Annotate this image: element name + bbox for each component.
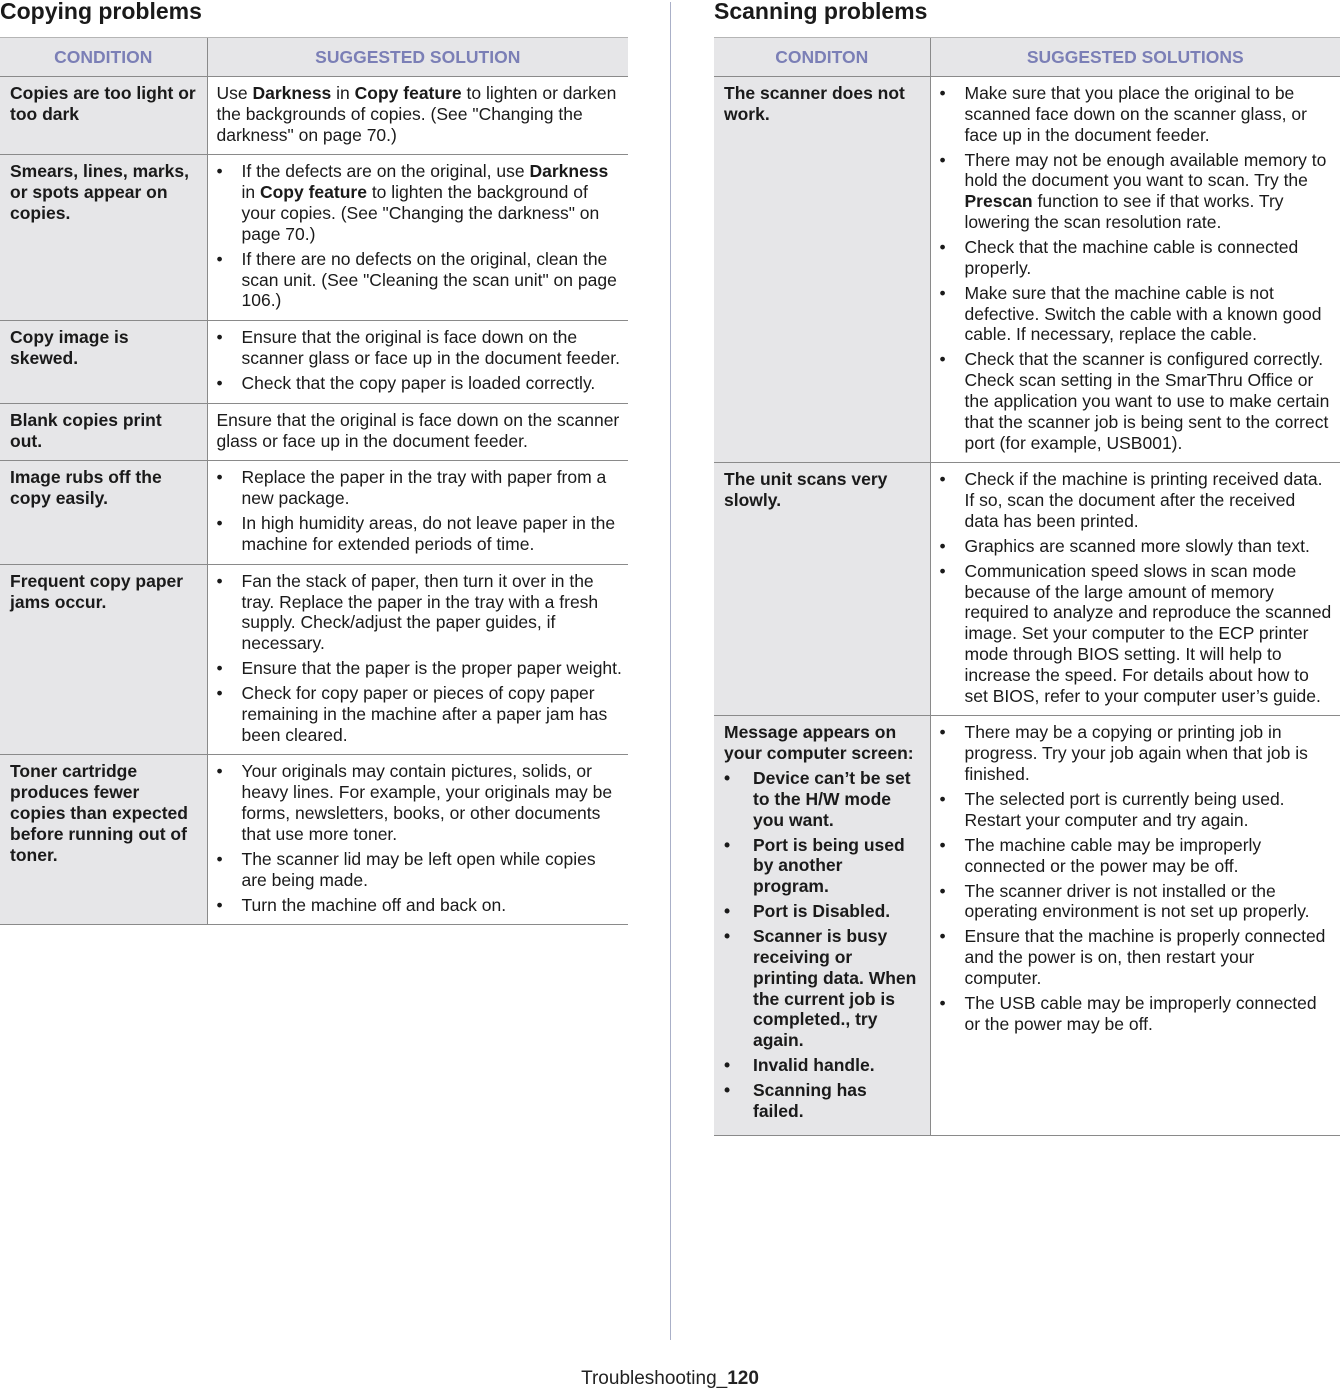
solution-cell xyxy=(207,155,628,321)
condition-cell xyxy=(0,155,207,321)
table-row xyxy=(0,155,628,321)
condition-cell xyxy=(0,564,207,755)
condition-cell xyxy=(0,321,207,404)
error-message-item: • Invalid handle. xyxy=(724,1055,922,1076)
table-row xyxy=(0,77,628,155)
table-row xyxy=(0,403,628,461)
solution-cell xyxy=(207,403,628,461)
solution-cell xyxy=(207,755,628,925)
condition-cell xyxy=(0,461,207,564)
solution-list xyxy=(940,722,1335,1034)
error-message-item: • Port is being used by another program. xyxy=(724,835,922,897)
solution-list xyxy=(217,761,623,915)
solution-item: • Check that the copy paper is loaded correctly. xyxy=(217,373,623,394)
scanning-problems-table xyxy=(714,37,1340,1136)
solution-item: • Ensure that the paper is the proper paper weight. xyxy=(217,658,623,679)
solution-item: • Your originals may contain pictures, solids, or heavy lines. For example, your originals may be forms, newsletters, books, or other documents that use more toner. xyxy=(217,761,623,844)
solution-cell xyxy=(930,463,1340,716)
solution-list xyxy=(217,571,623,746)
error-message-item: • Scanner is busy receiving or printing data. When the current job is completed., try again. xyxy=(724,926,922,1051)
solution-item: • Check if the machine is printing received data. If so, scan the document after the received data has been printed. xyxy=(940,469,1335,531)
condition-text: Smears, lines, marks, or spots appear on copies. xyxy=(10,161,189,223)
table-header-row xyxy=(0,38,628,77)
condition-cell xyxy=(0,403,207,461)
solution-cell xyxy=(930,77,1340,463)
solution-column-header: SUGGESTED SOLUTIONS xyxy=(930,38,1340,77)
condition-text: Toner cartridge produces fewer copies than expected before running out of toner. xyxy=(10,761,188,865)
condition-text: Message appears on your computer screen: xyxy=(724,722,914,764)
table-row xyxy=(714,463,1340,716)
solution-item: • There may be a copying or printing job in progress. Try your job again when that job is finished. xyxy=(940,722,1335,784)
solution-list xyxy=(940,469,1335,706)
table-row xyxy=(714,716,1340,1135)
condition-text: Copies are too light or too dark xyxy=(10,83,196,124)
scanning-problems-section xyxy=(714,0,1340,1136)
condition-column-header: CONDITION xyxy=(0,38,207,77)
solution-cell xyxy=(207,77,628,155)
copying-section-title: Copying problems xyxy=(0,0,202,24)
condition-text: Image rubs off the copy easily. xyxy=(10,467,162,509)
page-footer xyxy=(0,1368,1340,1390)
condition-cell xyxy=(714,77,930,463)
solution-cell xyxy=(207,564,628,755)
condition-text: Frequent copy paper jams occur. xyxy=(10,570,184,612)
solution-item: • The machine cable may be improperly connected or the power may be off. xyxy=(940,835,1335,877)
solution-item: • There may not be enough available memory to hold the document you want to scan. Try the Prescan function to see if that works. Try lowering the scan resolution rate. xyxy=(940,150,1335,233)
copying-table-body xyxy=(0,77,628,925)
solution-item: • Replace the paper in the tray with paper from a new package. xyxy=(217,467,623,509)
condition-text: The unit scans very slowly. xyxy=(724,469,888,511)
condition-cell xyxy=(0,755,207,925)
table-row xyxy=(0,321,628,404)
solution-text: Ensure that the original is face down on the scanner glass or face up in the document feeder. xyxy=(216,409,620,451)
condition-text: Copy image is skewed. xyxy=(10,327,129,368)
error-message-item: • Device can’t be set to the H/W mode you want. xyxy=(724,768,922,830)
table-row xyxy=(0,755,628,925)
solution-column-header: SUGGESTED SOLUTION xyxy=(207,38,628,77)
page-number: 120 xyxy=(727,1368,759,1389)
solution-item: • The USB cable may be improperly connected or the power may be off. xyxy=(940,993,1335,1035)
solution-item: • The scanner lid may be left open while copies are being made. xyxy=(217,849,623,891)
solution-text: Use Darkness in Copy feature to lighten or darken the backgrounds of copies. (See "Changing the darkness" on page 70.) xyxy=(216,83,617,145)
solution-item: • Turn the machine off and back on. xyxy=(217,895,623,916)
solution-item: • Check that the scanner is configured correctly. Check scan setting in the SmarThru Office or the application you want to use to make certain that the scanner job is being sent to the correct port (for example, USB001). xyxy=(940,349,1335,453)
scanning-table-body xyxy=(714,77,1340,1136)
solution-item: • The selected port is currently being used. Restart your computer and try again. xyxy=(940,789,1335,831)
solution-list xyxy=(940,83,1335,453)
solution-item: • Graphics are scanned more slowly than text. xyxy=(940,536,1335,557)
solution-item: • In high humidity areas, do not leave paper in the machine for extended periods of time. xyxy=(217,513,623,555)
table-row xyxy=(0,564,628,755)
error-message-item: • Port is Disabled. xyxy=(724,901,922,922)
condition-text: Blank copies print out. xyxy=(10,409,162,451)
solution-list xyxy=(217,161,623,311)
condition-column-header: CONDITON xyxy=(714,38,930,77)
solution-item: • If the defects are on the original, use Darkness in Copy feature to lighten the background of your copies. (See "Changing the darkness" on page 70.) xyxy=(217,161,623,244)
column-divider xyxy=(670,2,671,1340)
error-message-list xyxy=(724,768,922,1122)
solution-cell xyxy=(207,461,628,564)
solution-cell xyxy=(207,321,628,404)
condition-cell xyxy=(714,716,930,1135)
solution-item: • Make sure that the machine cable is not defective. Switch the cable with a known good cable. If necessary, replace the cable. xyxy=(940,283,1335,345)
condition-cell xyxy=(714,463,930,716)
solution-item: • Check for copy paper or pieces of copy paper remaining in the machine after a paper jam has been cleared. xyxy=(217,683,623,745)
solution-item: • Ensure that the original is face down on the scanner glass or face up in the document feeder. xyxy=(217,327,623,369)
scanning-section-title: Scanning problems xyxy=(714,0,928,24)
table-row xyxy=(0,461,628,564)
copying-problems-section xyxy=(0,0,628,925)
copying-problems-table xyxy=(0,37,628,925)
condition-text: The scanner does not work. xyxy=(724,83,905,124)
solution-item: • Check that the machine cable is connected properly. xyxy=(940,237,1335,279)
solution-item: • If there are no defects on the original, clean the scan unit. (See "Cleaning the scan unit" on page 106.) xyxy=(217,249,623,311)
table-row xyxy=(714,77,1340,463)
error-message-item: • Scanning has failed. xyxy=(724,1080,922,1122)
condition-cell xyxy=(0,77,207,155)
solution-item: • Fan the stack of paper, then turn it over in the tray. Replace the paper in the tray with a fresh supply. Check/adjust the paper guides, if necessary. xyxy=(217,571,623,654)
solution-cell xyxy=(930,716,1340,1135)
footer-label: Troubleshooting_ xyxy=(581,1368,728,1389)
solution-item: • Ensure that the machine is properly connected and the power is on, then restart your computer. xyxy=(940,926,1335,988)
solution-item: • Communication speed slows in scan mode because of the large amount of memory required to analyze and reproduce the scanned image. Set your computer to the ECP printer mode through BIOS setting. It will help to increase the speed. For details about how to set BIOS, refer to your computer user’s guide. xyxy=(940,561,1335,707)
solution-list xyxy=(217,327,623,394)
solution-item: • Make sure that you place the original to be scanned face down on the scanner glass, or face up in the document feeder. xyxy=(940,83,1335,145)
solution-item: • The scanner driver is not installed or the operating environment is not set up properly. xyxy=(940,881,1335,923)
table-header-row xyxy=(714,38,1340,77)
solution-list xyxy=(217,467,623,554)
